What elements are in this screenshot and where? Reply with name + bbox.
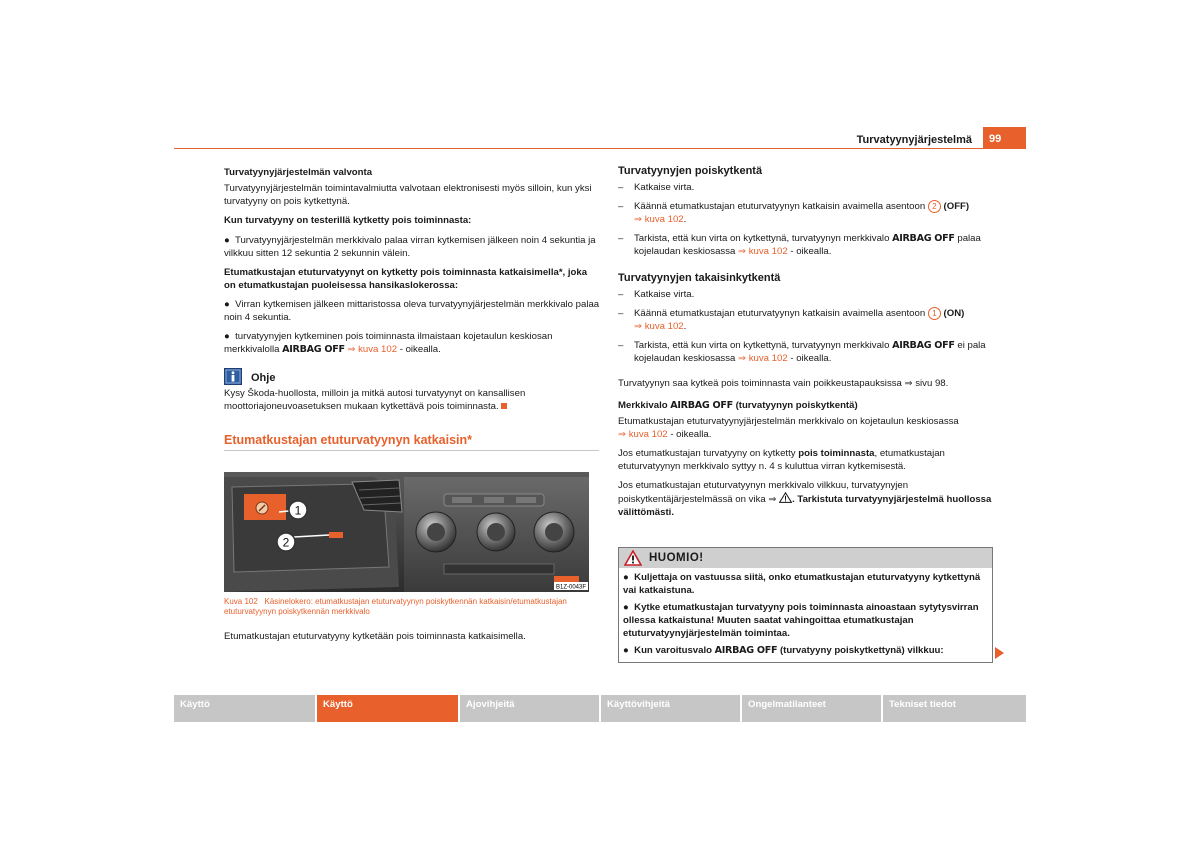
info-icon: [224, 368, 242, 385]
tab-ajovihjeita[interactable]: Ajovihjeitä: [460, 695, 599, 722]
airbag-off-tag: AIRBAG OFF: [892, 340, 955, 352]
figure-link[interactable]: ⇒ kuva 102: [347, 344, 398, 355]
bullet-katkaisin-1: ● Virran kytkemisen jälkeen mittaristossa oleva turvatyynyjärjestelmän merkkivalo palaa noin 4 sekuntia.: [224, 299, 600, 323]
airbag-off-tag: AIRBAG OFF: [670, 400, 733, 412]
ohje-header: [224, 368, 600, 386]
tak-step-2: – Käännä etumatkustajan etuturvatyynyn katkaisin avaimella asentoon 1 (ON) ⇒ kuva 102.: [618, 308, 965, 333]
para-bottom: Etumatkustajan etuturvatyyny kytketään pois toiminnasta katkaisimella.: [224, 631, 526, 642]
figure-caption: Kuva 102 Käsinelokero: etumatkustajan etuturvatyynyn poiskytkennän katkaisin/etumatkustajan etuturvatyynyn poiskytkennän merkkivalo: [224, 597, 567, 616]
warning-triangle-icon: [779, 492, 792, 503]
tab-kayttovihjeita[interactable]: Käyttövihjeitä: [601, 695, 740, 722]
airbag-off-tag: AIRBAG OFF: [892, 233, 955, 245]
figure-link[interactable]: ⇒ kuva 102: [634, 321, 684, 333]
figure-link[interactable]: ⇒ kuva 102: [618, 429, 668, 441]
para-poikkeus: Turvatyynyn saa kytkeä pois toiminnasta vain poikkeustapauksissa ⇒ sivu 98.: [618, 378, 949, 390]
left-column: [224, 166, 600, 451]
heading-takaisinkytkenta: Turvatyynyjen takaisinkytkentä: [618, 272, 781, 285]
header-rule: [174, 148, 1026, 149]
warning-box: [618, 547, 993, 663]
tab-kaytto-active[interactable]: Käyttö: [317, 695, 458, 722]
section-title: Turvatyynyjärjestelmä: [856, 134, 972, 146]
tab-kaytto-1[interactable]: Käyttö: [174, 695, 315, 722]
callout-1: 1: [294, 503, 302, 518]
pois-step-2: – Käännä etumatkustajan etuturvatyynyn katkaisin avaimella asentoon 2 (OFF) ⇒ kuva 102.: [618, 201, 970, 226]
warning-item-1: ● Kuljettaja on vastuussa siitä, onko etumatkustajan etuturvatyyny kytkettynä vai katkaistuna.: [623, 572, 981, 596]
bullet-katkaisin-2: ● turvatyynyjen kytkeminen pois toiminnasta ilmaistaan kojetaulun keskiosan merkkivalolla AIRBAG OFF ⇒ kuva 102 - oikealla.: [224, 331, 553, 355]
ohje-text: Kysy Škoda-huollosta, milloin ja mitkä autosi turvatyynyt on kansallisen moottoriajoneuvoasetuksen mukaan kytkettävä pois toiminnasta.: [224, 388, 526, 412]
right-column: [618, 165, 996, 519]
end-marker: [501, 403, 507, 409]
para-merkkivalo-3: Jos etumatkustajan etuturvatyynyn merkkivalo vilkkuu, turvatyynyjen poiskytkentäjärjestelmässä on vika ⇒ . Tarkistuta turvatyynyjärjestelmä huollossa välittömästi.: [618, 480, 992, 519]
heading-poiskytkenta: Turvatyynyjen poiskytkentä: [618, 165, 763, 177]
glovebox-illustration: [224, 472, 589, 592]
figure-link[interactable]: ⇒ kuva 102: [738, 353, 788, 365]
page-number: 99: [983, 127, 1026, 149]
section-heading: Etumatkustajan etuturvatyynyn katkaisin*: [224, 433, 472, 447]
para-merkkivalo-2: Jos etumatkustajan turvatyyny on kytketty pois toiminnasta, etumatkustajan etuturvatyynyn merkkivalo syttyy n. 4 s kuluttua virran kytkemisestä.: [618, 448, 945, 473]
airbag-off-tag: AIRBAG OFF: [282, 344, 345, 355]
bullet-tester: ● Turvatyynyjärjestelmän merkkivalo palaa virran kytkemisen jälkeen noin 4 sekuntia ja vilkkuu sitten 12 sekuntia 2 sekunnin välein.: [224, 235, 596, 259]
heading-merkkivalo: Merkkivalo AIRBAG OFF (turvatyynyn poiskytkentä): [618, 400, 858, 412]
figure-102: [224, 472, 589, 592]
warning-item-3: ● Kun varoitusvalo AIRBAG OFF (turvatyyny poiskytkettynä) vilkkuu:: [623, 645, 944, 656]
heading-katkaisin: Etumatkustajan etuturvatyynyt on kytketty pois toiminnasta katkaisimella*, joka on etumatkustajan puoleisessa hansikaslokerossa:: [224, 267, 588, 291]
section-rule: [224, 450, 599, 451]
tab-ongelmatilanteet[interactable]: Ongelmatilanteet: [742, 695, 881, 722]
position-2-marker: 2: [928, 200, 941, 213]
heading-valvonta: Turvatyynyjärjestelmän valvonta: [224, 167, 373, 178]
figure-link[interactable]: ⇒ kuva 102: [634, 214, 684, 226]
continue-arrow-icon[interactable]: [995, 647, 1004, 659]
tab-tekniset-tiedot[interactable]: Tekniset tiedot: [883, 695, 1026, 722]
warning-item-2: ● Kytke etumatkustajan turvatyyny pois toiminnasta ainoastaan sytytysvirran ollessa katkaistuna! Muuten saatat vahingoittaa etumatkustajan etuturvatyynyjärjestelmän toimintaa.: [623, 602, 979, 639]
warning-triangle-icon: [624, 550, 642, 566]
ohje-title: Ohje: [251, 372, 276, 384]
heading-tester: Kun turvatyyny on testerillä kytketty pois toiminnasta:: [224, 215, 472, 226]
figure-link[interactable]: ⇒ kuva 102: [738, 246, 788, 258]
pois-step-3: – Tarkista, että kun virta on kytkettynä, turvatyynyn merkkivalo AIRBAG OFF palaa kojelaudan keskiosassa ⇒ kuva 102 - oikealla.: [618, 233, 981, 258]
figure-code: B1Z-0043F: [555, 584, 587, 591]
tak-step-3: – Tarkista, että kun virta on kytkettynä, turvatyynyn merkkivalo AIRBAG OFF ei pala kojelaudan keskiosassa ⇒ kuva 102 - oikealla.: [618, 340, 986, 365]
pois-step-1: – Katkaise virta.: [618, 182, 695, 193]
callout-2: 2: [282, 535, 290, 550]
airbag-off-tag: AIRBAG OFF: [714, 645, 778, 656]
tak-step-1: – Katkaise virta.: [618, 289, 695, 301]
warning-title: HUOMIO!: [649, 552, 704, 564]
warning-header: [619, 548, 992, 568]
para-merkkivalo-1: Etumatkustajan etuturvatyynyjärjestelmän merkkivalo on kojetaulun keskiosassa ⇒ kuva 102 - oikealla.: [618, 416, 959, 441]
position-1-marker: 1: [928, 307, 941, 320]
para-valvonta: Turvatyynyjärjestelmän toimintavalmiutta valvotaan elektronisesti myös silloin, kun yksi turvatyyny on pois kytkettynä.: [224, 183, 592, 207]
